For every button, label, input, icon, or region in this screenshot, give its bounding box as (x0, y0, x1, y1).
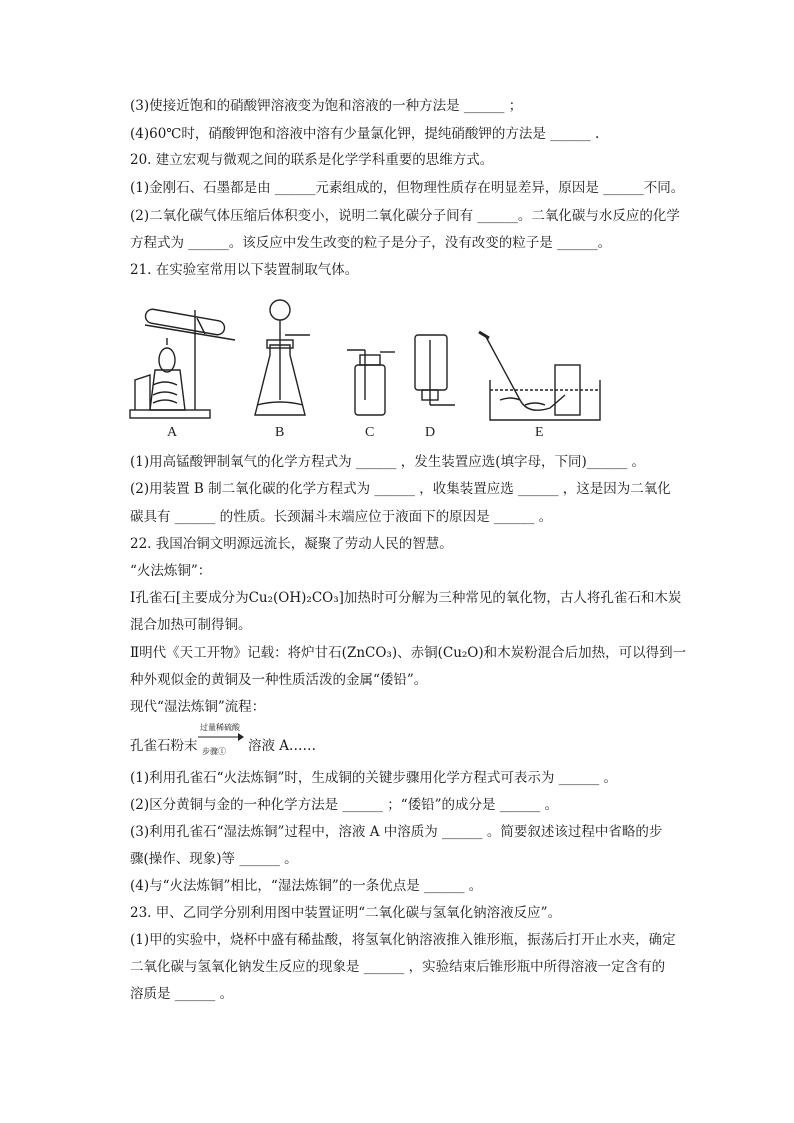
flow-arrow-icon (198, 732, 244, 742)
text-line-q22_3a: (3)利用孔雀石“湿法炼铜”过程中，溶液 A 中溶质为 ______ 。简要叙述该过程中省略的步 (130, 824, 663, 840)
label-e: E (535, 425, 544, 440)
apparatus-e (479, 332, 600, 420)
text-line-q22_wet: 现代“湿法炼铜”流程： (130, 699, 266, 715)
label-b: B (275, 425, 285, 440)
apparatus-a (130, 308, 235, 418)
text-line-q22_1: (1)利用孔雀石“火法炼铜”时，生成铜的关键步骤用化学方程式可表示为 ______ 。 (130, 770, 618, 786)
text-line-q22_I_a: Ⅰ孔雀石[主要成分为Cu₂(OH)₂CO₃]加热时可分解为三种常见的氧化物，古人将孔雀石和木炭 (130, 590, 682, 606)
label-d: D (425, 425, 436, 440)
text-line-q20: 20. 建立宏观与微观之间的联系是化学学科重要的思维方式。 (130, 152, 494, 168)
text-line-q20_1: (1)金刚石、石墨都是由 ______元素组成的，但物理性质存在明显差异，原因是 ______不同。 (130, 180, 685, 196)
text-line-q22_II_a: Ⅱ明代《天工开物》记载：将炉甘石(ZnCO₃)、赤铜(Cu₂O)和木炭粉混合后加热，可以得到一 (130, 645, 687, 661)
flow-reagent: 过量稀硫酸 (200, 723, 240, 732)
text-line-q23_1c: 溶质是 ______ 。 (130, 986, 234, 1002)
text-line-q22_II_b: 种外观似金的黄铜及一种性质活泼的金属“倭铅”。 (130, 672, 428, 688)
text-line-q22_3b: 骤(操作、现象)等 ______ 。 (130, 851, 298, 867)
text-line-q20_2b: 方程式为 ______。该反应中发生改变的粒子是分子，没有改变的粒子是 ______。 (130, 235, 612, 251)
text-line-q22_2: (2)区分黄铜与金的一种化学方法是 ______ ；“倭铅”的成分是 ______ 。 (130, 797, 559, 813)
text-line-q23: 23. 甲、乙同学分别利用图中装置证明“二氧化碳与氢氧化钠溶液反应”。 (130, 905, 562, 921)
wet-copper-flow (130, 722, 430, 762)
flow-step: 步骤① (202, 747, 226, 756)
text-line-q21_1: (1)用高锰酸钾制氧气的化学方程式为 ______ ，发生装置应选(填字母，下同)______ 。 (130, 454, 646, 470)
text-line-q22_I_b: 混合加热可制得铜。 (130, 617, 252, 633)
flow-start: 孔雀石粉末 (130, 738, 198, 754)
apparatus-d (415, 335, 455, 405)
text-line-q19_3: (3)使接近饱和的硝酸钾溶液变为饱和溶液的一种方法是 ______ ； (130, 98, 523, 114)
flow-end: 溶液 A…… (248, 738, 317, 754)
text-line-q22: 22. 我国冶铜文明源远流长，凝聚了劳动人民的智慧。 (130, 536, 453, 552)
text-line-q20_2a: (2)二氧化碳气体压缩后体积变小，说明二氧化碳分子间有 ______。二氧化碳与水反应的化学 (130, 208, 680, 224)
text-line-q19_4: (4)60℃时，硝酸钾饱和溶液中溶有少量氯化钾，提纯硝酸钾的方法是 ______ . (130, 126, 600, 142)
apparatus-figure (125, 290, 605, 440)
label-a: A (167, 425, 178, 440)
text-line-q21_2b: 碳具有 ______ 的性质。长颈漏斗末端应位于液面下的原因是 ______ 。 (130, 509, 553, 525)
text-line-q22_4: (4)与“火法炼铜”相比，“湿法炼铜”的一条优点是 ______ 。 (130, 878, 483, 894)
text-line-q21: 21. 在实验室常用以下装置制取气体。 (130, 262, 359, 278)
text-line-q22_fire: “火法炼铜”： (130, 563, 212, 579)
text-line-q23_1a: (1)甲的实验中，烧杯中盛有稀盐酸，将氢氧化钠溶液推入锥形瓶，振荡后打开止水夹，确定 (130, 932, 676, 948)
text-line-q23_1b: 二氧化碳与氢氧化钠发生反应的现象是 ______ ，实验结束后锥形瓶中所得溶液一定含有的 (130, 959, 666, 975)
apparatus-c (347, 350, 395, 415)
text-line-q21_2a: (2)用装置 B 制二氧化碳的化学方程式为 ______ ，收集装置应选 ______ ，这是因为二氧化 (130, 481, 671, 497)
label-c: C (365, 425, 375, 440)
apparatus-b (255, 300, 310, 415)
